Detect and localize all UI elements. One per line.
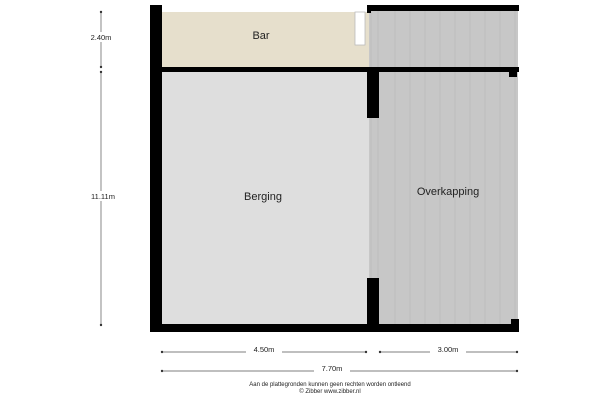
dim-label-berging-width: 4.50m [253,345,275,354]
wall-top-left-stub [150,5,162,12]
dim-tick [100,324,102,326]
wall-corner-post-top [509,67,517,77]
dim-tick [516,351,518,353]
dim-label-total-width: 7.70m [321,364,343,373]
dim-tick [100,11,102,13]
wall-bar-right-pillar [367,5,371,13]
footer-credit: © Zibber www.zibber.nl [299,389,361,395]
bar-door-mark [355,12,365,45]
dim-tick [161,370,163,372]
room-overkapping [369,7,518,325]
dim-tick [161,351,163,353]
dim-tick [379,351,381,353]
footer-disclaimer: Aan de plattegronden kunnen geen rechten worden ontleend [249,382,411,388]
dim-label-bar-height: 2.40m [90,33,112,42]
dim-label-overkapping-width: 3.00m [437,345,459,354]
dim-tick [365,351,367,353]
dim-tick [100,71,102,73]
wall-pillar-upper [367,72,379,118]
room-label-overkapping: Overkapping [416,186,480,198]
wall-corner-post-bottom [511,319,519,329]
dim-label-main-height: 11.11m [91,192,115,201]
dim-tick [516,370,518,372]
wall-bottom [150,324,519,332]
dim-tick [100,66,102,68]
wall-left [150,5,162,332]
wall-bar-berging-divider [162,67,519,72]
room-label-berging: Berging [244,191,282,203]
room-label-bar: Bar [252,30,270,42]
wall-pillar-lower [367,278,379,324]
wall-top-right [369,5,519,11]
